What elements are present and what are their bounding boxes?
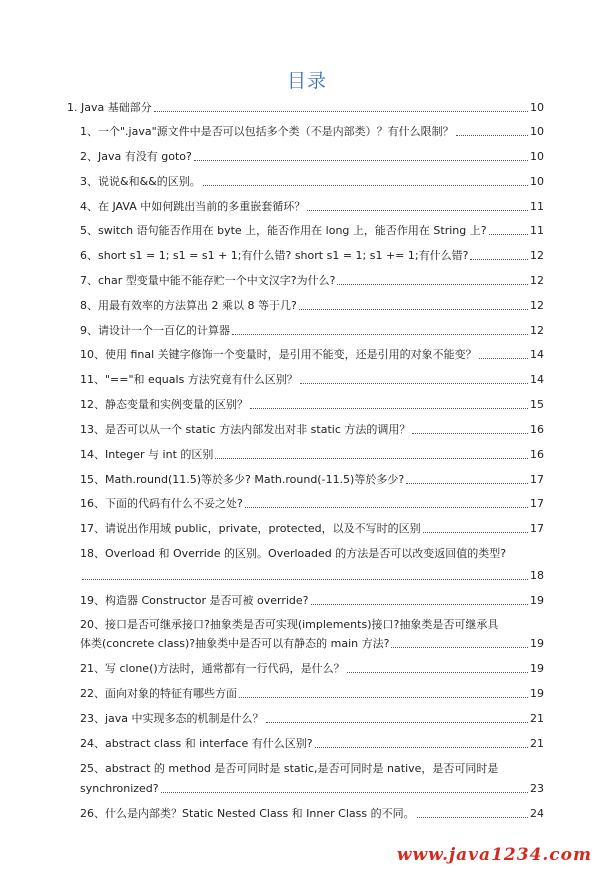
leader-dots	[250, 407, 528, 409]
toc-entry-page: 21	[530, 737, 544, 750]
toc-entry-2[interactable]	[80, 125, 544, 138]
toc-entry-page: 16	[530, 423, 544, 436]
toc-entry-page: 10	[530, 125, 544, 138]
leader-dots	[203, 184, 528, 186]
toc-entry-15[interactable]	[80, 448, 544, 461]
toc-entry-page: 16	[530, 448, 544, 461]
toc-entry-text: 8、用最有效率的方法算出 2 乘以 8 等于几?	[80, 299, 297, 312]
toc-entry-text: 13、是否可以从一个 static 方法内部发出对非 static 方法的调用？	[80, 423, 411, 436]
leader-dots	[194, 159, 528, 161]
toc-entry-text: 23、java 中实现多态的机制是什么？	[80, 712, 264, 725]
toc-entry-text: 26、什么是内部类？Static Nested Class 和 Inner Class 的不同。	[80, 807, 415, 820]
toc-entry-text: 16、下面的代码有什么不妥之处?	[80, 497, 243, 510]
toc-entry-1[interactable]	[67, 101, 544, 114]
toc-entry-13[interactable]	[80, 398, 544, 411]
toc-entry-26-line1[interactable]: 25、abstract 的 method 是否可同时是 static,是否可同时是 native，是否可同时是	[80, 762, 499, 775]
toc-entry-12[interactable]	[80, 373, 544, 386]
toc-entry-text: 21、写 clone()方法时，通常都有一行代码，是什么？	[80, 662, 345, 675]
toc-entry-page: 23	[530, 782, 544, 795]
toc-entry-text: 24、abstract class 和 interface 有什么区别?	[80, 737, 313, 750]
leader-dots	[406, 482, 528, 484]
toc-entry-page: 19	[530, 594, 544, 607]
leader-dots	[154, 110, 528, 112]
leader-dots	[245, 506, 528, 508]
toc-entry-24[interactable]	[80, 712, 544, 725]
toc-entry-27[interactable]	[80, 807, 544, 820]
leader-dots	[215, 457, 528, 459]
toc-entry-page: 12	[530, 274, 544, 287]
toc-entry-page: 12	[530, 324, 544, 337]
toc-entry-text: 14、Integer 与 int 的区别	[80, 448, 214, 461]
toc-entry-page: 21	[530, 712, 544, 725]
toc-entry-18[interactable]	[80, 522, 544, 535]
toc-entry-page: 11	[530, 224, 544, 237]
leader-dots	[412, 432, 528, 434]
toc-entry-page: 12	[530, 249, 544, 262]
toc-entry-text: 9、请设计一个一百亿的计算器	[80, 324, 230, 337]
toc-entry-page: 19	[530, 637, 544, 650]
toc-entry-text: 4、在 JAVA 中如何跳出当前的多重嵌套循环？	[80, 200, 306, 213]
leader-dots	[479, 357, 528, 359]
toc-entry-19[interactable]	[80, 569, 544, 582]
toc-entry-page: 15	[530, 398, 544, 411]
toc-entry-25[interactable]	[80, 737, 544, 750]
leader-dots	[232, 333, 528, 335]
toc-entry-page: 17	[530, 522, 544, 535]
toc-entry-page: 18	[530, 569, 544, 582]
toc-entry-page: 17	[530, 497, 544, 510]
toc-entry-page: 10	[530, 101, 544, 114]
toc-entry-page: 19	[530, 687, 544, 700]
toc-entry-text: 7、char 型变量中能不能存贮一个中文汉字?为什么?	[80, 274, 336, 287]
toc-entry-16[interactable]	[80, 473, 544, 486]
toc-entry-page: 24	[530, 807, 544, 820]
leader-dots	[470, 258, 528, 260]
toc-entry-page: 19	[530, 662, 544, 675]
toc-entry-text: 体类(concrete class)?抽象类中是否可以有静态的 main 方法?	[80, 637, 390, 650]
leader-dots	[299, 308, 528, 310]
toc-entry-text: 3、说说&和&&的区别。	[80, 175, 201, 188]
toc-entry-page: 12	[530, 299, 544, 312]
toc-entry-page: 17	[530, 473, 544, 486]
leader-dots	[315, 746, 528, 748]
leader-dots	[161, 791, 528, 793]
toc-title: 目录	[286, 70, 327, 92]
toc-entry-26[interactable]	[80, 782, 544, 795]
toc-entry-19-line1[interactable]: 18、Overload 和 Override 的区别。Overloaded 的方法是否可以改变返回值的类型?	[80, 547, 507, 560]
toc-entry-page: 10	[530, 175, 544, 188]
toc-entry-page: 10	[530, 150, 544, 163]
toc-entry-7[interactable]	[80, 249, 544, 262]
toc-entry-text: 1. Java 基础部分	[67, 101, 152, 114]
toc-entry-20[interactable]	[80, 594, 544, 607]
leader-dots	[423, 531, 528, 533]
toc-entry-21[interactable]	[80, 637, 544, 650]
leader-dots	[300, 382, 528, 384]
toc-entry-11[interactable]	[80, 348, 544, 361]
leader-dots	[456, 134, 528, 136]
toc-entry-page: 14	[530, 373, 544, 386]
toc-entry-21-line1[interactable]: 20、接口是否可继承接口?抽象类是否可实现(implements)接口?抽象类是否可继承具	[80, 618, 499, 631]
toc-entry-8[interactable]	[80, 274, 544, 287]
leader-dots	[239, 696, 528, 698]
toc-entry-22[interactable]	[80, 662, 544, 675]
leader-dots	[311, 603, 528, 605]
toc-entry-23[interactable]	[80, 687, 544, 700]
toc-entry-text: 10、使用 final 关键字修饰一个变量时，是引用不能变，还是引用的对象不能变？	[80, 348, 477, 361]
toc-entry-text: 12、静态变量和实例变量的区别？	[80, 398, 248, 411]
toc-entry-page: 14	[530, 348, 544, 361]
toc-entry-text: 17、请说出作用域 public，private，protected，以及不写时的区别	[80, 522, 421, 535]
toc-entry-4[interactable]	[80, 175, 544, 188]
toc-entry-page: 11	[530, 200, 544, 213]
toc-entry-text: 19、构造器 Constructor 是否可被 override?	[80, 594, 309, 607]
site-watermark: www.java1234.com	[396, 845, 592, 865]
leader-dots	[82, 578, 528, 580]
toc-entry-text: synchronized?	[80, 782, 159, 795]
toc-entry-text: 22、面向对象的特征有哪些方面	[80, 687, 237, 700]
leader-dots	[489, 233, 528, 235]
toc-entry-14[interactable]	[80, 423, 544, 436]
toc-entry-text: 11、"=="和 equals 方法究竟有什么区别？	[80, 373, 298, 386]
toc-entry-5[interactable]	[80, 200, 544, 213]
toc-entry-text: 6、short s1 = 1; s1 = s1 + 1;有什么错? short s1 = 1; s1 += 1;有什么错?	[80, 249, 469, 262]
leader-dots	[347, 671, 528, 673]
toc-entry-text: 5、switch 语句能否作用在 byte 上，能否作用在 long 上，能否作用在 String 上?	[80, 224, 487, 237]
toc-entry-3[interactable]	[80, 150, 544, 163]
leader-dots	[417, 816, 528, 818]
leader-dots	[266, 721, 528, 723]
toc-entry-9[interactable]	[80, 299, 544, 312]
toc-entry-text: 2、Java 有没有 goto?	[80, 150, 192, 163]
toc-entry-17[interactable]	[80, 497, 544, 510]
leader-dots	[307, 209, 528, 211]
toc-entry-text: 15、Math.round(11.5)等於多少? Math.round(-11.5)等於多少?	[80, 473, 405, 486]
toc-entry-6[interactable]	[80, 224, 544, 237]
leader-dots	[391, 646, 528, 648]
leader-dots	[337, 283, 528, 285]
toc-entry-10[interactable]	[80, 324, 544, 337]
toc-entry-text: 1、一个".java"源文件中是否可以包括多个类（不是内部类）？有什么限制？	[80, 125, 454, 138]
